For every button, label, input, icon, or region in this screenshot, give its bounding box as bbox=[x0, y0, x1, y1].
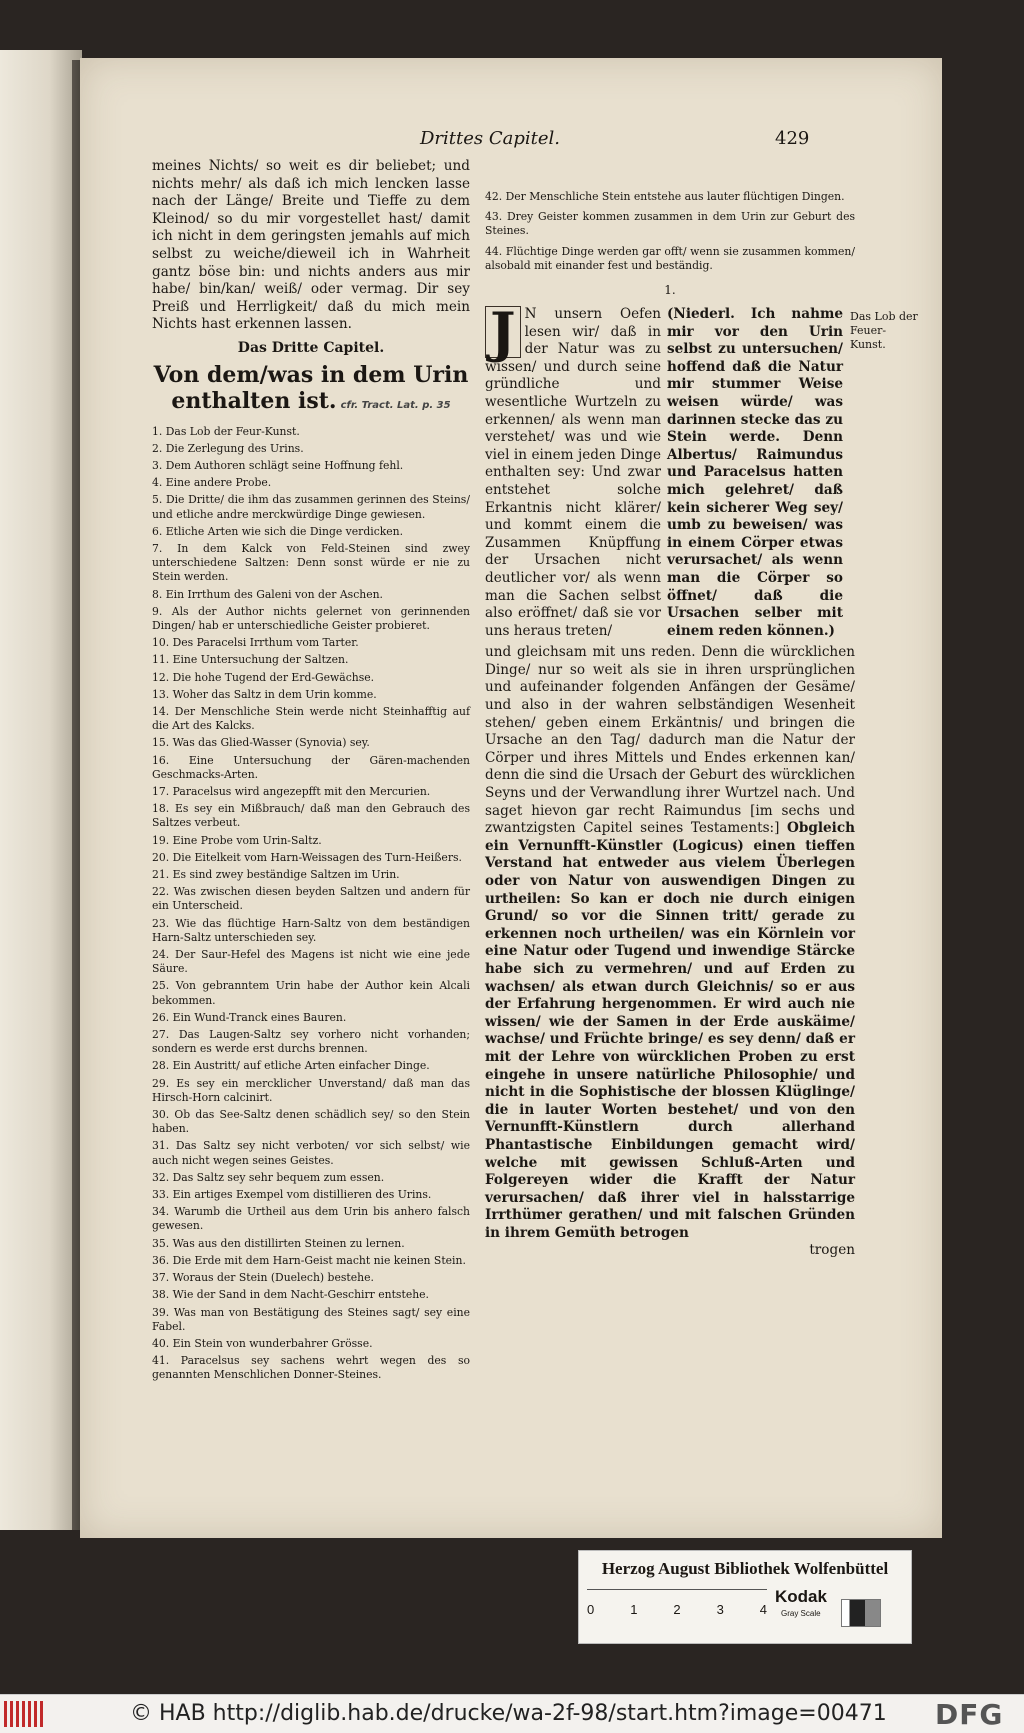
summary-item: 10. Des Paracelsi Irrthum vom Tarter. bbox=[152, 636, 359, 650]
summary-continuation bbox=[485, 190, 855, 273]
ruler-scale bbox=[587, 1589, 767, 1618]
summary-item: 16. Eine Untersuchung der Gären-machenden Geschmacks-Arten. bbox=[152, 753, 470, 781]
summary-item: 28. Ein Austritt/ auf etliche Arten einfacher Dinge. bbox=[152, 1059, 430, 1073]
main-text-column bbox=[485, 300, 856, 1260]
summary-item: 39. Was man von Bestätigung des Steines sagt/ sey eine Fabel. bbox=[152, 1305, 470, 1333]
running-title: Drittes Capitel. bbox=[420, 128, 561, 149]
left-column bbox=[152, 158, 470, 1386]
summary-item: 41. Paracelsus sey sachens wehrt wegen des so genannten Menschlichen Donner-Steines. bbox=[152, 1354, 470, 1382]
summary-item: 12. Die hohe Tugend der Erd-Gewächse. bbox=[152, 670, 375, 684]
summary-item: 26. Ein Wund-Tranck eines Bauren. bbox=[152, 1010, 347, 1024]
dfg-logo: DFG bbox=[935, 1698, 1004, 1731]
original-text-column bbox=[485, 300, 661, 640]
summary-item: 22. Was zwischen diesen beyden Saltzen und andern für ein Unterscheid. bbox=[152, 885, 470, 913]
summary-item: 11. Eine Untersuchung der Saltzen. bbox=[152, 653, 349, 667]
main-text-plain: und gleichsam mit uns reden. Denn die würcklichen Dinge/ nur so weit als sie in ihren ursprünglichen und aufeinander folgenden Anfängen der Gesäme/ und also in der wahren selbständigen Wesenheit stehen/ geben einem Erkäntnis/ und bringen die Ursache an den Tag/ dadurch man die Natur der Cörper und ihres Mittels und Endes erkennen kan/ denn die sind die Ursach der Geburt des würcklichen Seyns und der Verwandlung ihrer Wurtzel nach. Und saget hievon gar recht Raimundus [im sechs und zwantzigsten Capitel seines Testaments:] bbox=[485, 644, 855, 837]
summary-item: 43. Drey Geister kommen zusammen in dem Urin zur Geburt des Steines. bbox=[485, 210, 855, 238]
summary-item: 40. Ein Stein von wunderbahrer Grösse. bbox=[152, 1336, 373, 1350]
summary-item: 1. Das Lob der Feur-Kunst. bbox=[152, 424, 300, 438]
translation-text-column: (Niederl. Ich nahme mir vor den Urin selbst zu untersuchen/ hoffend daß die Natur mir stummer Weise weisen würde/ was darinnen stecke das zu Stein werde. Denn Albertus/ Raimundus und Paracelsus hatten mich gelehret/ daß kein sicherer Weg sey/ umb zu beweisen/ was in einem Cörper etwas verursachet/ als wenn man die Cörper so öffnet/ daß die Ursachen selber mit einem reden können.) bbox=[667, 306, 843, 639]
summary-item: 15. Was das Glied-Wasser (Synovia) sey. bbox=[152, 736, 370, 750]
summary-item: 34. Warumb die Urtheil aus dem Urin bis anhero falsch gewesen. bbox=[152, 1205, 470, 1233]
intro-text: meines Nichts/ so weit es dir beliebet; und nichts mehr/ als daß ich mich lencken lasse nach der Länge/ Breite und Tieffe zu dem Kleinod/ so du mir vorgestellet hast/ damit ich nicht in dem geringsten jemahls auf mich selbst zu weiche/dieweil ich in Wahrheit gantz böse bin: und nichts anders aus mir habe/ bin/kan/ weiß/ oder vermag. Dir sey Preiß und Herrligkeit/ daß du mich mein Nichts hast erkennen lassen. bbox=[152, 158, 470, 333]
footer-bar bbox=[0, 1694, 1024, 1733]
handwritten-note: cfr. Tract. Lat. p. 35 bbox=[340, 399, 451, 411]
source-url[interactable]: © HAB http://diglib.hab.de/drucke/wa-2f-98/start.htm?image=00471 bbox=[130, 1701, 887, 1726]
summary-item: 6. Etliche Arten wie sich die Dinge verdicken. bbox=[152, 524, 404, 538]
page-number: 429 bbox=[775, 128, 810, 149]
scale-tick-label: 3 bbox=[716, 1602, 724, 1617]
summary-item: 37. Woraus der Stein (Duelech) bestehe. bbox=[152, 1271, 374, 1285]
summary-item: 3. Dem Authoren schlägt seine Hoffnung fehl. bbox=[152, 458, 404, 472]
kodak-logo: Kodak bbox=[775, 1587, 827, 1606]
margin-note: Das Lob der Feuer-Kunst. bbox=[850, 310, 918, 351]
summary-item: 35. Was aus den distillirten Steinen zu lernen. bbox=[152, 1236, 405, 1250]
summary-item: 29. Es sey ein mercklicher Unverstand/ daß man das Hirsch-Horn calcinirt. bbox=[152, 1076, 470, 1104]
summary-item: 4. Eine andere Probe. bbox=[152, 476, 272, 490]
gray-scale-label: Gray Scale bbox=[781, 1609, 821, 1618]
summary-item: 8. Ein Irrthum des Galeni von der Aschen. bbox=[152, 587, 383, 601]
summary-item: 24. Der Saur-Hefel des Magens ist nicht wie eine jede Säure. bbox=[152, 948, 470, 976]
scale-tick-label: 2 bbox=[673, 1602, 681, 1617]
chapter-title-text: Von dem/was in dem Urin enthalten ist. bbox=[153, 361, 469, 414]
summary-item: 2. Die Zerlegung des Urins. bbox=[152, 441, 304, 455]
split-paragraph bbox=[485, 300, 855, 640]
summary-item: 7. In dem Kalck von Feld-Steinen sind zwey unterschiedene Saltzen: Denn sonst würde er nie zu Stein werden. bbox=[152, 541, 470, 584]
original-text: N unsern Oefen lesen wir/ daß in der Natur was zu wissen/ und durch seine gründliche und wesentliche Wurtzeln zu erkennen/ als wenn man verstehet/ was und wie viel in einem jeden Dinge enthalten sey: Und zwar entstehet solche Erkantnis nicht klärer/ und kommt einem die Zusammen Knüpffung der Ursachen nicht deutlicher vor/ als wenn man die Sachen selbst also eröffnet/ daß sie vor uns heraus treten/ bbox=[485, 306, 661, 639]
book-page bbox=[80, 58, 942, 1538]
summary-item: 17. Paracelsus wird angezepfft mit den Mercurien. bbox=[152, 785, 431, 798]
summary-item: 20. Die Eitelkeit vom Harn-Weissagen des Turn-Heißers. bbox=[152, 850, 462, 864]
drop-capital: J bbox=[485, 306, 521, 358]
summary-item: 9. Als der Author nichts gelernet von gerinnenden Dingen/ hab er unterschiedliche Geister probieret. bbox=[152, 604, 470, 632]
facing-page-edge bbox=[0, 50, 82, 1530]
summary-item: 13. Woher das Saltz in dem Urin komme. bbox=[152, 687, 377, 701]
scale-tick-label: 1 bbox=[630, 1602, 638, 1617]
summary-item: 36. Die Erde mit dem Harn-Geist macht nie keinen Stein. bbox=[152, 1253, 466, 1267]
summary-item: 31. Das Saltz sey nicht verboten/ vor sich selbst/ wie auch nicht wegen seines Geistes. bbox=[152, 1139, 470, 1167]
summary-item: 38. Wie der Sand in dem Nacht-Geschirr entstehe. bbox=[152, 1288, 429, 1302]
main-text-bold: Obgleich ein Vernunfft-Künstler (Logicus) einen tieffen Verstand hat entweder aus vielem Überlegen oder von Natur von auswendigen Dingen zu urtheilen: So kan er doch nie durch einigen Grund/ so vor die Sinnen tritt/ gerade zu erkennen noch urtheilen/ was ein Körnlein vor eine Natur oder Tugend und inwendige Stärcke habe sich zu vermehren/ und auf Erden zu wachsen/ als etwan durch Gleichnis/ so er aus der Erfahrung hergenommen. Er wird auch nie wissen/ wie der Samen in der Erde auskäime/ wachse/ und Früchte bringe/ es sey denn/ daß er mit der Lehre von würcklichen Proben zu erst eingehe in unsere natürliche Philosophie/ und nicht in die Sophistische der blossen Klüglinge/ die in lauter Worten bestehet/ und von den Vernunfft-Künstlern durch allerhand Phantastische Einbildungen gemacht wird/ welche mit gewissen Schluß-Arten und Folgereyen wider die Krafft der Natur verursachen/ daß ihrer viel in halsstarrige Irrthümer gerathen/ und mit falschen Gründen in ihrem Gemüth betrogen bbox=[485, 820, 856, 1241]
chapter-label: Das Dritte Capitel. bbox=[237, 339, 385, 356]
chapter-title bbox=[152, 362, 470, 419]
scale-tick-label: 0 bbox=[587, 1602, 595, 1617]
library-name: Herzog August Bibliothek Wolfenbüttel bbox=[601, 1559, 889, 1578]
section-number: 1. bbox=[664, 283, 676, 298]
catchword: trogen bbox=[809, 1242, 855, 1259]
summary-item: 21. Es sind zwey beständige Saltzen im Urin. bbox=[152, 868, 400, 882]
summary-item: 14. Der Menschliche Stein werde nicht Steinhafftig auf die Art des Kalcks. bbox=[152, 704, 470, 733]
intro-paragraph bbox=[152, 158, 470, 334]
summary-item: 44. Flüchtige Dinge werden gar offt/ wenn sie zusammen kommen/ alsobald mit einander fest und beständig. bbox=[485, 244, 855, 272]
summary-item: 18. Es sey ein Mißbrauch/ daß man den Gebrauch des Saltzes verbeut. bbox=[152, 802, 470, 830]
summary-item: 30. Ob das See-Saltz denen schädlich sey/ so den Stein haben. bbox=[152, 1108, 470, 1136]
summary-item: 33. Ein artiges Exempel vom distillieren des Urins. bbox=[152, 1188, 432, 1202]
library-label bbox=[578, 1550, 912, 1644]
hab-logo-icon bbox=[4, 1701, 46, 1727]
summary-item: 25. Von gebranntem Urin habe der Author kein Alcali bekommen. bbox=[152, 979, 470, 1007]
chapter-summary-list bbox=[152, 425, 470, 1383]
summary-item: 23. Wie das flüchtige Harn-Saltz von dem beständigen Harn-Saltz unterschieden sey. bbox=[152, 916, 470, 944]
summary-item: 32. Das Saltz sey sehr bequem zum essen. bbox=[152, 1170, 385, 1184]
summary-item: 27. Das Laugen-Saltz sey vorhero nicht vorhanden; sondern es werde erst durchs brennen. bbox=[152, 1028, 470, 1056]
main-paragraph bbox=[485, 644, 855, 1242]
scale-tick-label: 4 bbox=[759, 1602, 767, 1617]
summary-item: 42. Der Menschliche Stein entstehe aus lauter flüchtigen Dingen. bbox=[485, 190, 845, 203]
summary-item: 19. Eine Probe vom Urin-Saltz. bbox=[152, 833, 322, 847]
summary-item: 5. Die Dritte/ die ihm das zusammen gerinnen des Steins/ und etliche andre merckwürdige Dinge gewiesen. bbox=[152, 493, 470, 521]
gray-swatch bbox=[841, 1599, 881, 1627]
right-notes bbox=[485, 190, 855, 305]
